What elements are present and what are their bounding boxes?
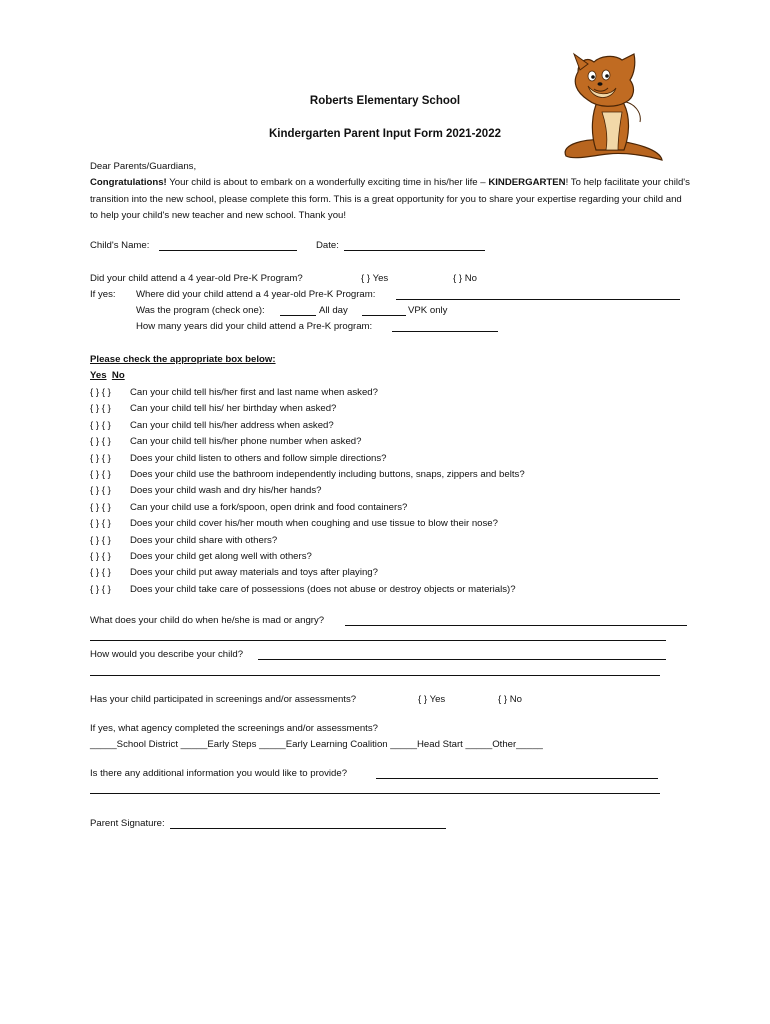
screening-no-checkbox[interactable]: { } No [498,694,523,705]
date-label: Date: [316,240,339,251]
checklist-question: Does your child cover his/her mouth when coughing and use tissue to blow their nose? [130,518,498,530]
signature-field[interactable] [170,828,446,829]
date-field[interactable] [344,250,485,251]
checklist-yes-no-boxes[interactable]: { } { } [90,534,111,546]
checklist-question: Does your child use the bathroom independently including buttons, snaps, zippers and belts? [130,469,525,480]
checklist-question: Can your child tell his/ her birthday when asked? [130,403,337,415]
school-name: Roberts Elementary School [309,95,461,107]
kindergarten-highlight: KINDERGARTEN [488,177,566,188]
all-day-label: All day [319,305,348,316]
prek-yes-checkbox[interactable]: { } Yes [361,273,389,284]
checklist-item [90,402,336,415]
additional-answer-field-2[interactable] [90,793,660,794]
checklist-yes-no-boxes[interactable]: { } { } [90,501,111,513]
checklist-question: Does your child put away materials and toys after playing? [130,567,378,579]
how-many-years-field[interactable] [392,331,498,332]
mad-answer-field-2[interactable] [90,640,666,641]
screening-question: Has your child participated in screenings and/or assessments? [90,694,357,705]
checklist-yes-no-boxes[interactable]: { } { } [90,583,111,595]
all-day-field[interactable] [280,315,316,316]
agency-head-start[interactable]: _____Head Start [390,739,463,750]
childs-name-label: Child's Name: [90,240,150,251]
additional-answer-field-1[interactable] [376,778,658,779]
checklist-item [90,517,498,530]
checklist-item [90,435,361,448]
checklist-item [90,419,334,432]
checklist-item [90,468,525,481]
checklist-item [90,566,378,579]
checklist-yes-no-boxes[interactable]: { } { } [90,403,111,415]
mad-question: What does your child do when he/she is mad or angry? [90,615,325,626]
greeting: Dear Parents/Guardians, [90,161,197,172]
yes-column-label: Yes [90,370,107,381]
prek-question: Did your child attend a 4 year-old Pre-K Program? [90,273,303,284]
checklist-yes-no-boxes[interactable]: { } { } [90,485,111,497]
checklist-question: Does your child listen to others and follow simple directions? [130,452,387,464]
checklist-yes-no-boxes[interactable]: { } { } [90,567,111,579]
agency-early-learning[interactable]: _____Early Learning Coalition [259,739,388,750]
checklist-yes-no-boxes[interactable]: { } { } [90,436,111,448]
checklist-item [90,550,312,563]
agency-early-steps[interactable]: _____Early Steps [180,739,257,750]
checklist-item [90,452,387,465]
childs-name-field[interactable] [159,250,297,251]
checklist-question: Does your child wash and dry his/her hands? [130,485,322,497]
agency-other[interactable]: _____Other_____ [465,739,543,750]
where-prek-field[interactable] [396,299,680,300]
program-check-label: Was the program (check one): [136,305,265,316]
checklist-yes-no-boxes[interactable]: { } { } [90,469,111,480]
vpk-only-label: VPK only [408,305,448,316]
describe-answer-field-2[interactable] [90,675,660,676]
form-title: Kindergarten Parent Input Form 2021-2022 [269,128,501,140]
congrats-text: Congratulations! [90,177,167,188]
checklist-yes-no-boxes[interactable]: { } { } [90,419,111,431]
how-many-years-label: How many years did your child attend a Pre-K program: [136,321,373,332]
checklist-item [90,501,407,514]
fox-mascot-icon [556,52,666,164]
agency-school-district[interactable]: _____School District [90,739,178,750]
checklist-question: Can your child tell his/her phone number when asked? [130,436,362,448]
signature-label: Parent Signature: [90,818,165,829]
checklist-question: Does your child get along well with others? [130,551,312,562]
checklist-item [90,484,321,497]
screening-yes-checkbox[interactable]: { } Yes [418,694,446,705]
vpk-only-field[interactable] [362,315,406,316]
agency-options [90,738,543,751]
prek-no-checkbox[interactable]: { } No [453,273,478,284]
checklist-question: Does your child share with others? [130,534,278,546]
checklist-item [90,534,277,547]
describe-answer-field-1[interactable] [258,659,666,660]
intro-text-after: ! To help facilitate your child's transition into the new school, please complete this form. This is a great opportunity for you to share your expertise regarding your child and to help your child's new teacher and new school. Thank you! [90,177,690,221]
intro-paragraph [90,175,690,225]
checklist-yes-no-boxes[interactable]: { } { } [90,518,111,530]
checklist-item [90,386,378,399]
checklist-yes-no-boxes[interactable]: { } { } [90,452,111,464]
checklist-item [90,583,516,596]
where-prek-label: Where did your child attend a 4 year-old Pre-K Program: [136,289,376,300]
checklist-question: Can your child tell his/her address when asked? [130,419,334,431]
agency-question: If yes, what agency completed the screenings and/or assessments? [90,723,378,734]
checklist-question: Can your child use a fork/spoon, open drink and food containers? [130,501,408,513]
checklist-question: Can your child tell his/her first and last name when asked? [130,387,378,398]
intro-text-before: Your child is about to embark on a wonderfully exciting time in his/her life – [166,177,489,188]
mad-answer-field-1[interactable] [345,625,687,626]
checklist-question: Does your child take care of possessions (does not abuse or destroy objects or materials)? [130,583,516,595]
checklist-header: Please check the appropriate box below: [90,354,276,365]
checklist-yes-no-boxes[interactable]: { } { } [90,551,111,562]
if-yes-label: If yes: [90,289,116,300]
checklist-yes-no-boxes[interactable]: { } { } [90,387,111,398]
additional-question: Is there any additional information you would like to provide? [90,768,348,779]
yes-no-header [90,369,125,382]
no-column-label: No [111,370,125,381]
describe-question: How would you describe your child? [90,649,244,660]
